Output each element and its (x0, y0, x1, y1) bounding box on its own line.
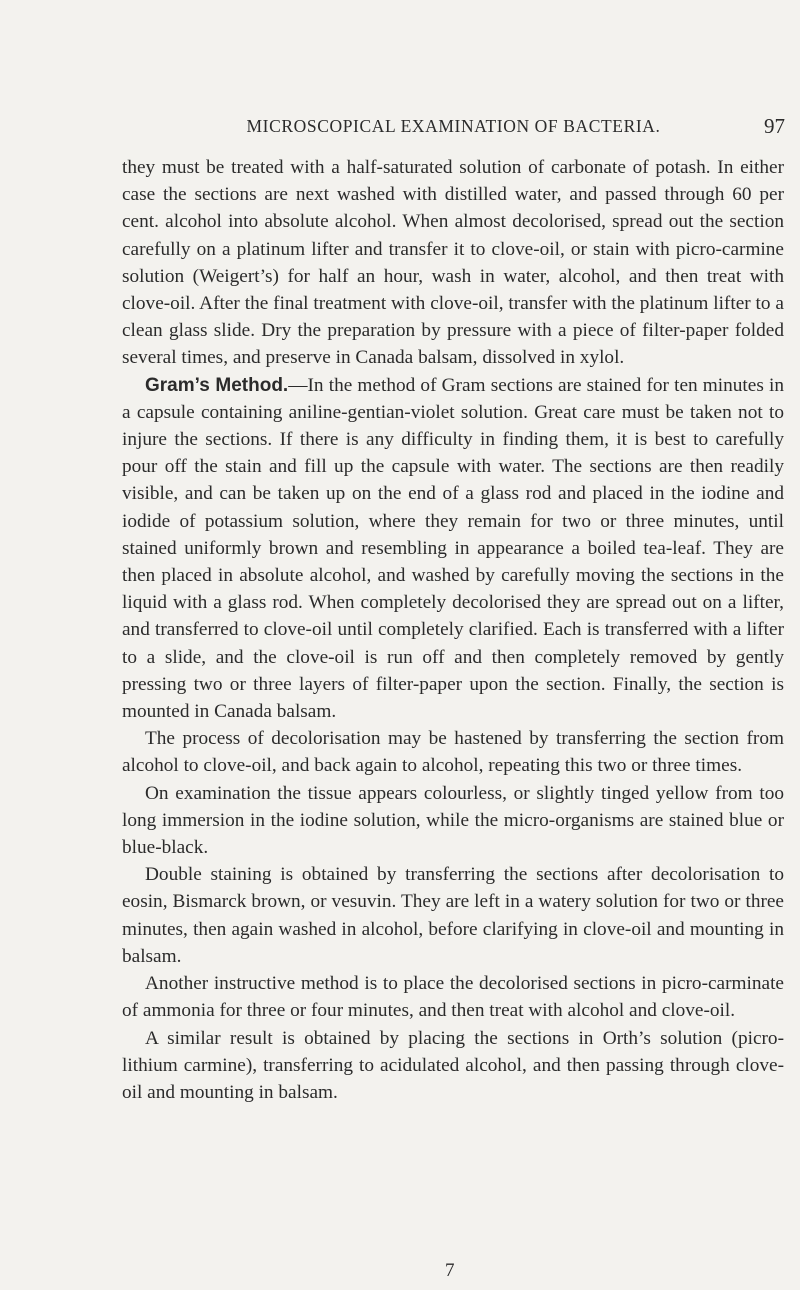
paragraph-picro-carminate: Another instructive method is to place the decolorised sections in picro-carminate of ammonia for three or four minutes, and then treat with alcohol and clove-oil. (122, 973, 784, 1022)
paragraph-double-staining: Double staining is obtained by transferring the sections after decolorisation to eosin, Bismarck brown, or vesuvin. They are left in a watery solution for two or three minutes, then again washed in alcohol, before clarifying in clove-oil and mounting in balsam. (122, 864, 784, 967)
paragraph-continuation: they must be treated with a half-saturated solution of carbonate of potash. In either case the sections are next washed with distilled water, and passed through 60 per cent. alcohol into absolute alcohol. When almost decolorised, spread out the section carefully on a platinum lifter and transfer it to clove-oil, or stain with picro-carmine solution (Weigert’s) for half an hour, wash in water, alcohol, and then treat with clove-oil. After the final treatment with clove-oil, transfer with the platinum lifter to a clean glass slide. Dry the preparation by pressure with a piece of filter-paper folded several times, and preserve in Canada balsam, dissolved in xylol. (122, 157, 784, 369)
paragraph-orths-solution: A similar result is obtained by placing the sections in Orth’s solution (picro-lithium carmine), transferring to acidulated alcohol, and then passing through clove-oil and mounting in balsam. (122, 1027, 784, 1103)
section-heading-grams-method: Gram’s Method. (145, 374, 289, 396)
page-number: 97 (764, 114, 785, 138)
signature-mark: 7 (445, 1260, 455, 1281)
paragraph-grams-method (122, 372, 784, 726)
paragraph-decolorisation: The process of decolorisation may be hastened by transferring the section from alcohol to clove-oil, and back again to alcohol, repeating this two or three times. (122, 728, 784, 777)
running-head (122, 112, 785, 140)
paragraph-grams-method-text: —In the method of Gram sections are stained for ten minutes in a capsule containing aniline-gentian-violet solution. Great care must be taken not to injure the sections. If there is any difficulty in finding them, it is best to carefully pour off the stain and fill up the capsule with water. The sections are then readily visible, and can be taken up on the end of a glass rod and placed in the iodine and iodide of potassium solution, where they remain for two or three minutes, until stained uniformly brown and resembling in appearance a boiled tea-leaf. They are then placed in absolute alcohol, and washed by carefully moving the sections in the liquid with a glass rod. When completely decolorised they are spread out on a lifter, and transferred to clove-oil until completely clarified. Each is transferred with a lifter to a slide, and the clove-oil is run off and then completely removed by gently pressing two or three layers of filter-paper upon the section. Finally, the section is mounted in Canada balsam. (122, 374, 785, 723)
body-text (122, 154, 784, 1106)
running-title: MICROSCOPICAL EXAMINATION OF BACTERIA. (246, 116, 661, 136)
paragraph-examination: On examination the tissue appears colourless, or slightly tinged yellow from too long immersion in the iodine solution, while the micro-organisms are stained blue or blue-black. (122, 782, 784, 859)
